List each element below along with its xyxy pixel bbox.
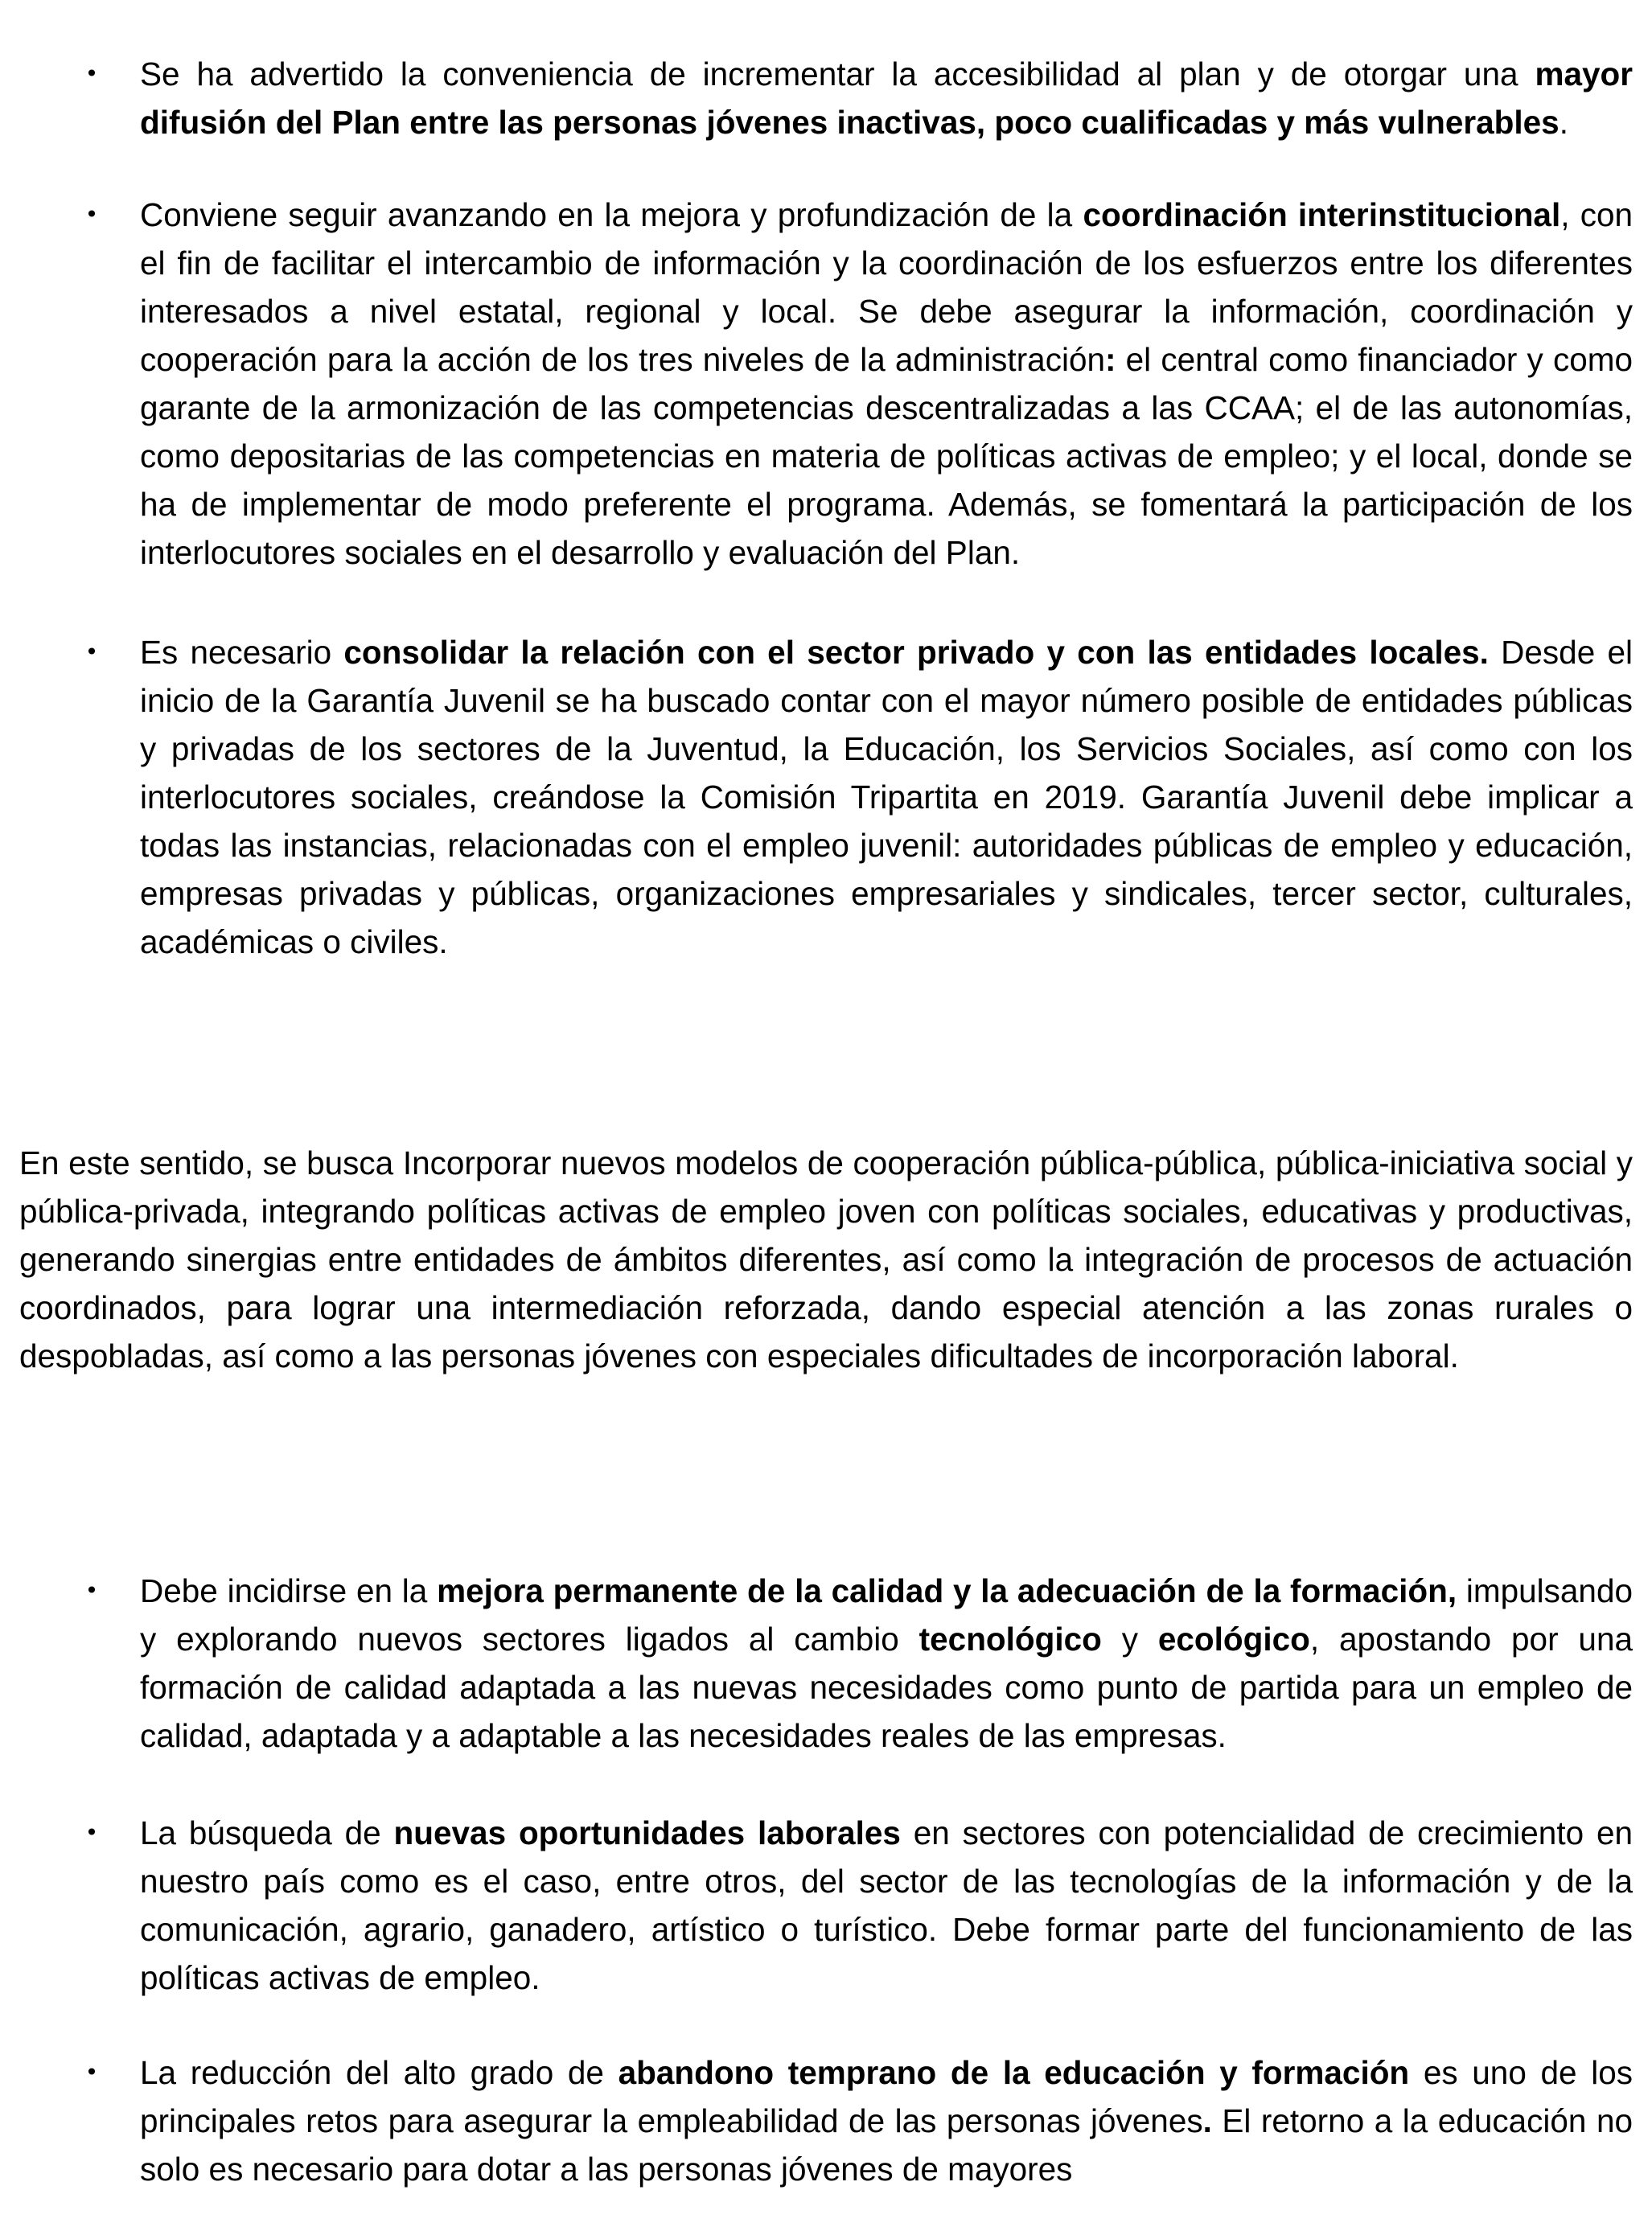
list-item-text: La reducción del alto grado de abandono temprano de la educación y formación es uno de los principales retos para asegurar la empleabilidad de las personas jóvenes. El retorno a la educación no solo es necesario para dotar a las personas jóvenes de mayores [140,2054,1633,2188]
bold-text: mayor difusión del Plan entre las personas jóvenes inactivas, poco cualificadas y más vulnerables [140,55,1633,141]
bold-text: nuevas oportunidades laborales [393,1814,901,1851]
list-item [0,628,1652,966]
list-item [0,1809,1652,2002]
bullet-icon: • [84,60,99,87]
list-item [0,2048,1652,2193]
bullet-icon: • [84,639,99,665]
list-item-text: Debe incidirse en la mejora permanente de la calidad y la adecuación de la formación, impulsando y explorando nuevos sectores ligados al cambio tecnológico y ecológico, apostando por una formación de calidad adaptada a las nuevas necesidades como punto de partida para un empleo de calidad, adaptada y a adaptable a las necesidades reales de las empresas. [140,1572,1634,1754]
list-item-text: Se ha advertido la conveniencia de incrementar la accesibilidad al plan y de otorgar una mayor difusión del Plan entre las personas jóvenes inactivas, poco cualificadas y más vulnerables. [140,55,1633,141]
bold-text: : [1105,341,1116,378]
list-item [0,191,1652,577]
bullet-icon: • [84,1577,99,1604]
bullet-icon: • [84,201,99,228]
bold-text: mejora permanente de la calidad y la adecuación de la formación, [437,1572,1457,1609]
bold-text: coordinación interinstitucional [1083,196,1561,233]
list-item-text: Es necesario consolidar la relación con el sector privado y con las entidades locales. Desde el inicio de la Garantía Juvenil se ha buscado contar con el mayor número posible de entidades públicas y privadas de los sectores de la Juventud, la Educación, los Servicios Sociales, así como con los interlocutores sociales, creándose la Comisión Tripartita en 2019. Garantía Juvenil debe implicar a todas las instancias, relacionadas con el empleo juvenil: autoridades públicas de empleo y educación, empresas privadas y públicas, organizaciones empresariales y sindicales, tercer sector, culturales, académicas o civiles. [140,634,1633,960]
bullet-list [0,50,1652,966]
bold-text: ecológico [1157,1621,1310,1658]
bullet-icon: • [84,1819,99,1846]
body-paragraph: En este sentido, se busca Incorporar nuevos modelos de cooperación pública-pública, pública-iniciativa social y pública-privada, integrando políticas activas de empleo joven con políticas sociales, educativas y productivas, generando sinergias entre entidades de ámbitos diferentes, así como la integración de procesos de actuación coordinados, para lograr una intermediación reforzada, dando especial atención a las zonas rurales o despobladas, así como a las personas jóvenes con especiales dificultades de incorporación laboral. [19,1144,1633,1374]
bullet-icon: • [84,2059,99,2085]
list-item-text: La búsqueda de nuevas oportunidades laborales en sectores con potencialidad de crecimiento en nuestro país como es el caso, entre otros, del sector de las tecnologías de la información y de la comunicación, agrario, ganadero, artístico o turístico. Debe formar parte del funcionamiento de las políticas activas de empleo. [140,1814,1633,1996]
list-item-text: Conviene seguir avanzando en la mejora y profundización de la coordinación interinstitucional, con el fin de facilitar el intercambio de información y la coordinación de los esfuerzos entre los diferentes interesados a nivel estatal, regional y local. Se debe asegurar la información, coordinación y cooperación para la acción de los tres niveles de la administración: el central como financiador y como garante de la armonización de las competencias descentralizadas a las CCAA; el de las autonomías, como depositarias de las competencias en materia de políticas activas de empleo; y el local, donde se ha de implementar de modo preferente el programa. Además, se fomentará la participación de los interlocutores sociales en el desarrollo y evaluación del Plan. [140,196,1633,571]
bold-text: tecnológico [918,1621,1102,1658]
bold-text: abandono temprano de la educación y formación [618,2054,1410,2091]
bullet-list [0,1567,1652,2193]
list-item [0,50,1652,146]
bold-text: consolidar la relación con el sector privado y con las entidades locales. [343,634,1489,671]
list-item [0,1567,1652,1760]
bold-text: . [1202,2102,1212,2139]
